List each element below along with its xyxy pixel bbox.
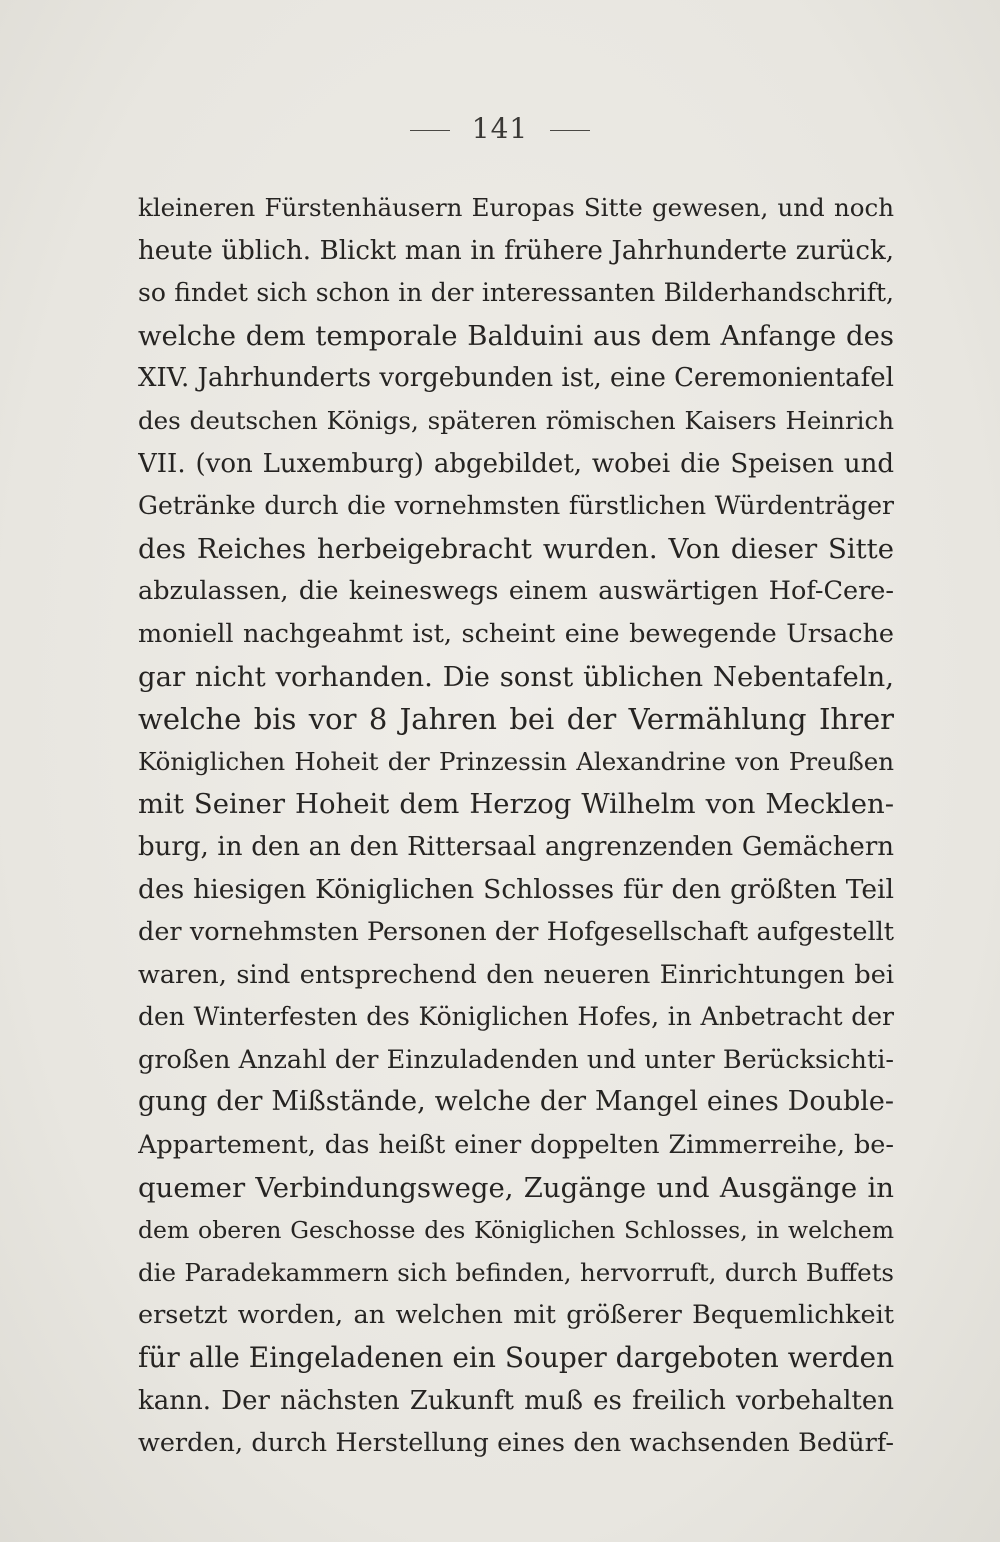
text-line: Appartement, das heißt einer doppelten Zimmerreihe, be- (138, 1130, 894, 1161)
text-line: abzulassen, die keineswegs einem auswärtigen Hof-Cere- (138, 576, 894, 607)
text-line: werden, durch Herstellung eines den wachsenden Bedürf- (138, 1428, 894, 1459)
text-line: so findet sich schon in der interessanten Bilderhandschrift, (138, 278, 894, 308)
text-line: kann. Der nächsten Zukunft muß es freilich vorbehalten (138, 1385, 894, 1416)
text-line: XIV. Jahrhunderts vorgebunden ist, eine Ceremonientafel (138, 363, 894, 394)
text-line: welche bis vor 8 Jahren bei der Vermählung Ihrer (138, 702, 894, 737)
left-dash (410, 130, 450, 131)
text-line: VII. (von Luxemburg) abgebildet, wobei die Speisen und (138, 448, 894, 479)
text-line: kleineren Fürstenhäusern Europas Sitte gewesen, und noch (138, 193, 894, 222)
text-line: dem oberen Geschosse des Königlichen Schlosses, in welchem (138, 1216, 894, 1245)
text-line: des Reiches herbeigebracht wurden. Von dieser Sitte (138, 532, 894, 565)
text-line: die Paradekammern sich befinden, hervorruft, durch Buffets (138, 1257, 894, 1287)
text-line: moniell nachgeahmt ist, scheint eine bewegende Ursache (138, 618, 894, 649)
body-text (138, 187, 894, 1465)
right-dash (550, 130, 590, 131)
text-line: welche dem temporale Balduini aus dem Anfange des (138, 319, 894, 352)
page-header (0, 112, 1000, 145)
text-line: Getränke durch die vornehmsten fürstlichen Würdenträger (138, 491, 894, 521)
text-line: des hiesigen Königlichen Schlosses für den größten Teil (138, 873, 894, 905)
text-line: der vornehmsten Personen der Hofgesellschaft aufgestellt (138, 917, 894, 948)
text-line: großen Anzahl der Einzuladenden und unter Berücksichti- (138, 1044, 894, 1075)
text-line: gar nicht vorhanden. Die sonst üblichen Nebentafeln, (138, 660, 894, 693)
text-line: Königlichen Hoheit der Prinzessin Alexandrine von Preußen (138, 746, 894, 776)
text-line: mit Seiner Hoheit dem Herzog Wilhelm von Mecklen- (138, 788, 894, 821)
text-line: den Winterfesten des Königlichen Hofes, in Anbetracht der (138, 1002, 894, 1032)
text-line: burg, in den an den Rittersaal angrenzenden Gemächern (138, 831, 894, 862)
text-line: gung der Mißstände, welche der Mangel eines Double- (138, 1086, 894, 1118)
text-line: heute üblich. Blickt man in frühere Jahrhunderte zurück, (138, 235, 894, 266)
page-number: 141 (471, 112, 529, 145)
text-line: ersetzt worden, an welchen mit größerer Bequemlichkeit (138, 1300, 894, 1331)
text-line: für alle Eingeladenen ein Souper dargeboten werden (138, 1341, 894, 1375)
text-line: des deutschen Königs, späteren römischen Kaisers Heinrich (138, 405, 894, 435)
text-line: waren, sind entsprechend den neueren Einrichtungen bei (138, 959, 894, 990)
text-line: quemer Verbindungswege, Zugänge und Ausgänge in (138, 1171, 894, 1204)
